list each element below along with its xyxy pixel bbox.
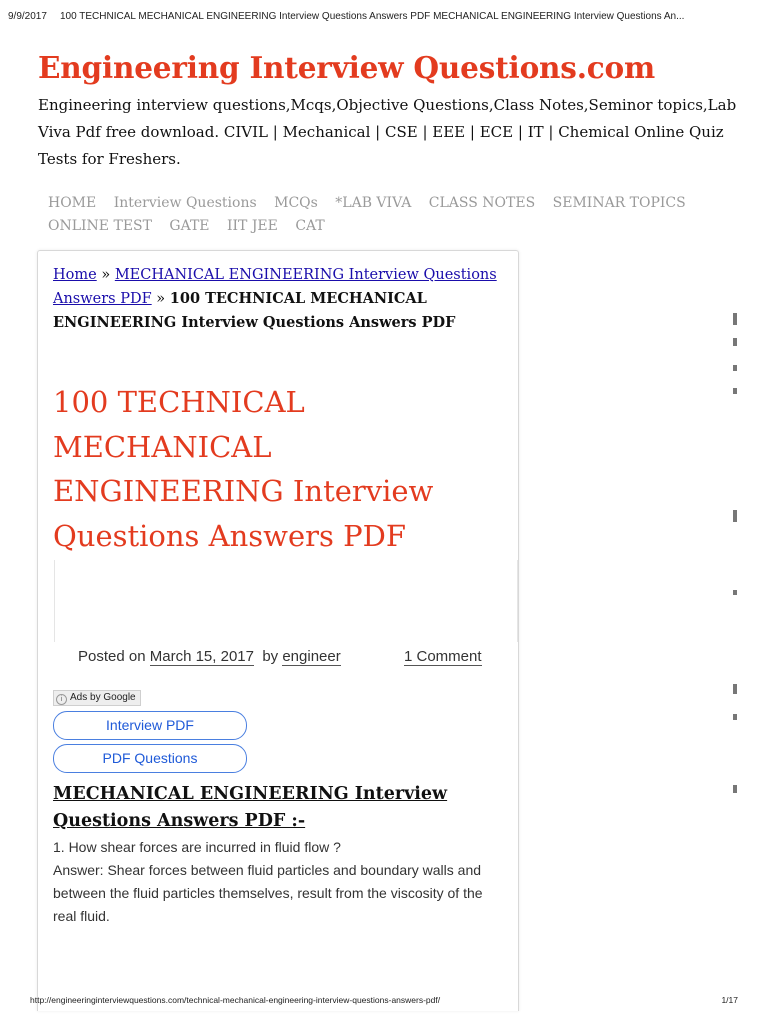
question-text: 1. How shear forces are incurred in fluid flow ? [53,839,341,855]
print-header [8,11,760,22]
sidebar-edge-mark [733,714,737,720]
author-link[interactable]: engineer [282,648,341,665]
sidebar-edge-mark [733,785,737,793]
ad-button-interview-pdf[interactable]: Interview PDF [53,711,247,740]
ads-label-text: Ads by Google [70,692,136,703]
nav-item-cat[interactable]: CAT [295,218,325,234]
sidebar-edge-mark [733,684,737,694]
ad-button-pdf-questions[interactable]: PDF Questions [53,744,247,773]
question-answer [53,836,503,928]
info-icon: i [56,694,67,705]
main-nav [48,192,728,238]
nav-item-online-test[interactable]: ONLINE TEST [48,218,152,234]
answer-text: Answer: Shear forces between fluid particles and boundary walls and between the fluid particles themselves, result from the viscosity of the real fluid. [53,862,483,924]
site-title[interactable]: Engineering Interview Questions.com [38,50,656,85]
by-label: by [262,648,279,665]
sidebar-edge-mark [733,365,737,371]
sidebar-edge-mark [733,590,737,595]
site-description: Engineering interview questions,Mcqs,Objective Questions,Class Notes,Seminor topics,Lab Viva Pdf free download. CIVIL | Mechanical | CSE | EEE | ECE | IT | Chemical Online Quiz Tests for Freshers. [38,96,737,168]
print-page-title: 100 TECHNICAL MECHANICAL ENGINEERING Interview Questions Answers PDF MECHANICAL ENGINEERING Interview Questions An... [60,11,685,22]
nav-item-class-notes[interactable]: CLASS NOTES [428,195,536,211]
breadcrumb-separator: » [101,267,111,283]
nav-item-home[interactable]: HOME [48,195,97,211]
ads-by-google-label[interactable] [53,690,141,706]
print-date: 9/9/2017 [8,11,47,22]
post-title: 100 TECHNICAL MECHANICAL ENGINEERING Interview Questions Answers PDF [53,385,434,553]
ad-placeholder [54,560,518,642]
nav-item-iit-jee[interactable]: IIT JEE [226,218,278,234]
comments-link[interactable]: 1 Comment [404,648,482,665]
nav-item-lab-viva[interactable]: *LAB VIVA [335,195,412,211]
breadcrumb [53,264,503,335]
sidebar-edge-mark [733,338,737,346]
breadcrumb-category-link[interactable]: MECHANICAL ENGINEERING Interview Questions Answers PDF [53,267,497,307]
breadcrumb-home-link[interactable]: Home [53,267,97,283]
nav-item-interview-questions[interactable]: Interview Questions [113,195,257,211]
post-meta [78,648,482,665]
section-heading: MECHANICAL ENGINEERING Interview Questions Answers PDF :- [53,784,448,831]
nav-item-mcqs[interactable]: MCQs [274,195,318,211]
sidebar-edge-mark [733,510,737,522]
print-footer [30,995,738,1005]
post-date-link[interactable]: March 15, 2017 [149,648,254,665]
breadcrumb-separator: » [156,291,166,307]
posted-on-label: Posted on [78,648,146,665]
nav-item-seminar-topics[interactable]: SEMINAR TOPICS [552,195,686,211]
sidebar-edge-mark [733,313,737,325]
page-number: 1/17 [721,995,738,1005]
breadcrumb-current: 100 TECHNICAL MECHANICAL ENGINEERING Interview Questions Answers PDF [53,290,456,331]
nav-item-gate[interactable]: GATE [169,218,210,234]
sidebar-edge-mark [733,388,737,394]
print-url: http://engineeringinterviewquestions.com/technical-mechanical-engineering-interview-questions-answers-pdf/ [30,995,441,1005]
